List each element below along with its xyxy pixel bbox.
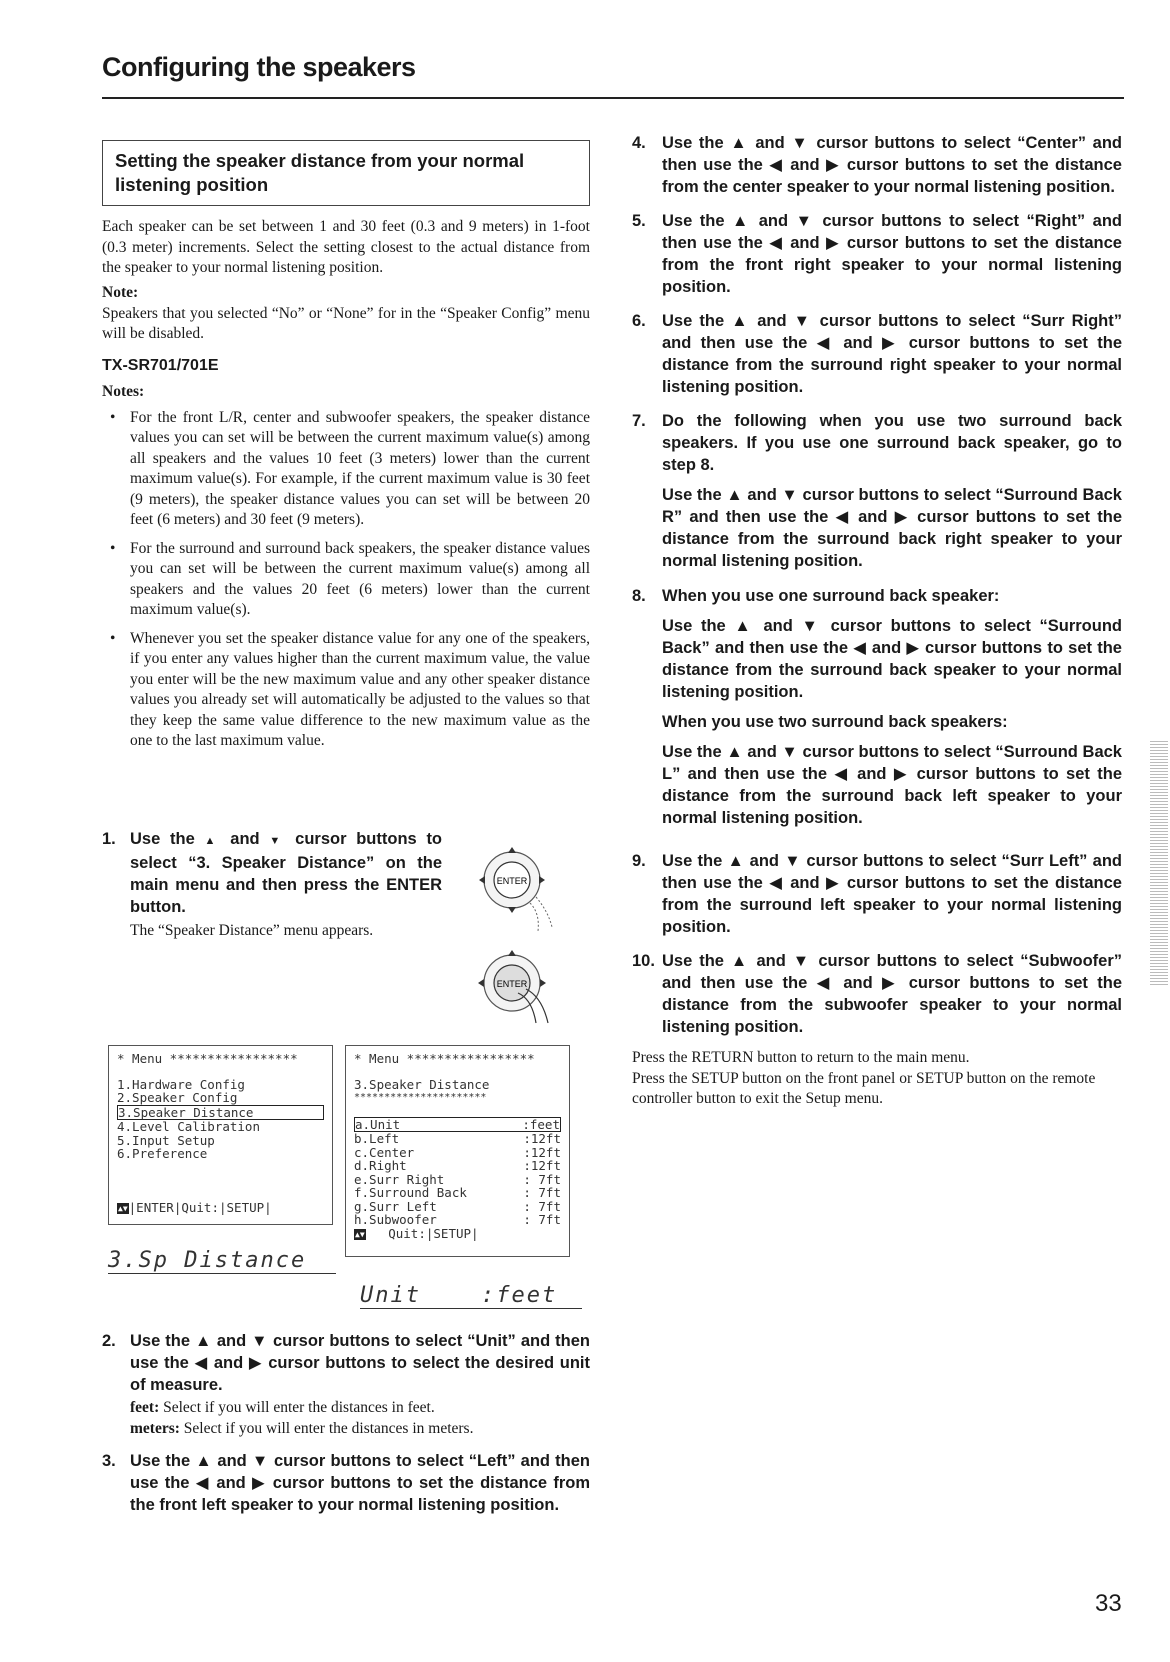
notes-list — [102, 408, 590, 752]
menu-item-1: 1.Hardware Config — [117, 1076, 245, 1092]
step-8 — [632, 585, 1122, 829]
menu-title: 3.Speaker Distance — [354, 1076, 490, 1092]
distance-row-surr-left: g.Surr Left : 7ft — [354, 1198, 561, 1214]
step-4 — [632, 132, 1122, 198]
menu-footer: ▲▼|ENTER|Quit:|SETUP| — [118, 1199, 272, 1215]
step-7-sub: Use the ▲ and ▼ cursor buttons to select “Surround Back R” and then use the ◀ and ▶ cursor buttons to set the distance from the surround back right speaker to your normal listening position. — [662, 486, 1122, 570]
model-heading: TX-SR701/701E — [102, 356, 219, 374]
step-text: Do the following when you use two surround back speakers. If you use one surround back speaker, go to step 8. — [662, 412, 1122, 474]
step-number: 4. — [632, 134, 646, 152]
menu-item-5: 5.Input Setup — [117, 1132, 215, 1148]
step-text: Use the ▲ and ▼ cursor buttons to select “Subwoofer” and then use the ◀ and ▶ cursor buttons to set the distance from the subwoofer speaker to your normal listening position. — [662, 952, 1122, 1036]
step-3 — [102, 1450, 590, 1516]
lcd-display-distance: Unit :feet — [360, 1283, 582, 1309]
menu-title-stars: ********************** — [354, 1092, 487, 1103]
menu-item-4: 4.Level Calibration — [117, 1119, 260, 1134]
step-7 — [632, 410, 1122, 572]
arrow-down-icon: ▼ — [269, 835, 286, 847]
menu-item-2: 2.Speaker Config — [117, 1090, 238, 1105]
dial-enter-label: ENTER — [496, 979, 528, 989]
step-text: Use the ▲ and ▼ cursor buttons to select “Unit” and then use the ◀ and ▶ cursor buttons to select the desired unit of measure. — [130, 1332, 590, 1394]
notes-label: Notes: — [102, 382, 145, 400]
lcd-display-main: 3.Sp Distance — [108, 1248, 336, 1274]
note-paragraph: Speakers that you selected “No” or “None” for in the “Speaker Config” menu will be disabled. — [102, 304, 590, 342]
step-text: Use the ▲ and ▼ cursor buttons to select “3. Speaker Distance” on the main menu and then press the ENTER button. — [130, 830, 443, 916]
meters-option: meters: Select if you will enter the distances in meters. — [130, 1419, 474, 1437]
step-number: 9. — [632, 852, 646, 870]
step-1 — [102, 828, 442, 918]
step-2-options — [130, 1398, 473, 1439]
list-item: • Whenever you set the speaker distance value for any one of the speakers, if you enter any values higher than the current maximum value, the value you enter will be the new maximum value and any other speaker distance values you already set will automatically be adjusted to the values so that they keep the same value difference to the new maximum value as the one to the last maximum value. — [102, 629, 590, 752]
distance-row-center: c.Center :12ft — [354, 1144, 561, 1160]
step-8-head2: When you use two surround back speakers: — [662, 713, 1008, 731]
step-text: Use the ▲ and ▼ cursor buttons to select “Center” and then use the ◀ and ▶ cursor buttons to set the distance from the center speaker to your normal listening position. — [662, 134, 1122, 196]
step-number: 3. — [102, 1452, 116, 1470]
step-8-sub2: Use the ▲ and ▼ cursor buttons to select “Surround Back L” and then use the ◀ and ▶ cursor buttons to set the distance from the surround back left speaker to your normal listening position. — [662, 743, 1122, 827]
distance-row-subwoofer: h.Subwoofer : 7ft — [354, 1212, 561, 1227]
updown-icon: ▲▼ — [355, 1229, 365, 1239]
step-text: Use the ▲ and ▼ cursor buttons to select “Surr Right” and then use the ◀ and ▶ cursor buttons to set the distance from the surround right speaker to your normal listening position. — [662, 312, 1122, 396]
dial-enter-label: ENTER — [496, 876, 528, 886]
section-heading: Setting the speaker distance from your normal listening position — [115, 150, 525, 195]
step-number: 1. — [102, 830, 116, 848]
feet-option: feet: Select if you will enter the distances in feet. — [130, 1399, 435, 1416]
list-item: • For the surround and surround back speakers, the speaker distance values you can set will be between the current maximum value(s) among all speakers and the values 20 feet (6 meters) lower than the current maximum value(s). — [102, 539, 590, 621]
finger-sketch — [530, 897, 552, 931]
step-number: 7. — [632, 412, 646, 430]
page-title: Configuring the speakers — [102, 52, 416, 82]
step-8-sub1: Use the ▲ and ▼ cursor buttons to select “Surround Back” and then use the ◀ and ▶ cursor buttons to set the distance from the surround back speaker to your normal listening position. — [662, 617, 1122, 701]
intro-paragraph: Each speaker can be set between 1 and 30 feet (0.3 and 9 meters) in 1-foot (0.3 meter) increments. Select the setting closest to the actual distance from the speaker to your normal listening position. — [102, 218, 590, 276]
step-text: Use the ▲ and ▼ cursor buttons to select “Surr Left” and then use the ◀ and ▶ cursor buttons to set the distance from the surround left speaker to your normal listening position. — [662, 852, 1122, 936]
closing-text — [632, 1048, 1122, 1110]
step-number: 2. — [102, 1332, 116, 1350]
menu-header: * Menu ***************** — [354, 1051, 535, 1066]
closing-line-2: Press the SETUP button on the front panel or SETUP button on the remote controller button to exit the Setup menu. — [632, 1069, 1096, 1107]
distance-rows — [354, 1117, 561, 1227]
step-number: 6. — [632, 312, 646, 330]
note-label: Note: — [102, 283, 139, 301]
title-rule — [102, 97, 1124, 99]
step-2 — [102, 1330, 590, 1396]
step-number: 8. — [632, 587, 646, 605]
section-heading-box — [102, 140, 590, 206]
arrow-up-icon: ▲ — [204, 835, 221, 847]
step-text: Use the ▲ and ▼ cursor buttons to select “Left” and then use the ◀ and ▶ cursor buttons to set the distance from the front left speaker to your normal listening position. — [130, 1452, 590, 1514]
step-number: 10. — [632, 952, 655, 970]
step-10 — [632, 950, 1122, 1038]
menu-item-3-selected: 3.Speaker Distance — [117, 1105, 324, 1121]
page-number: 33 — [1095, 1590, 1122, 1617]
menu-footer: ▲▼ Quit:|SETUP| — [355, 1225, 479, 1241]
side-tab-marker — [1150, 740, 1168, 985]
step-1-sub: The “Speaker Distance” menu appears. — [130, 922, 374, 939]
distance-row-right: d.Right :12ft — [354, 1158, 561, 1173]
distance-row-left: b.Left :12ft — [354, 1131, 561, 1146]
distance-row-surr-right: e.Surr Right : 7ft — [354, 1171, 561, 1187]
distance-row-surround-back: f.Surround Back : 7ft — [354, 1185, 561, 1200]
main-menu-screen — [108, 1045, 333, 1225]
distance-menu-screen — [345, 1045, 570, 1257]
step-text: Use the ▲ and ▼ cursor buttons to select “Right” and then use the ◀ and ▶ cursor buttons to set the distance from the front right speaker to your normal listening position. — [662, 212, 1122, 296]
list-item: • For the front L/R, center and subwoofer speakers, the speaker distance values you can set will be between the current maximum value(s) among all speakers and the values 10 feet (3 meters) lower than the current maximum value(s). For example, if the current maximum value is 30 feet (9 meters), the speaker distance values you can set will be between 20 feet (6 meters) and 30 feet (9 meters). — [102, 408, 590, 531]
step-9 — [632, 850, 1122, 938]
enter-dial-illustration-bottom — [470, 945, 580, 1030]
step-5 — [632, 210, 1122, 298]
step-number: 5. — [632, 212, 646, 230]
closing-line-1: Press the RETURN button to return to the main menu. — [632, 1049, 970, 1066]
step-text: When you use one surround back speaker: — [662, 587, 1000, 605]
updown-icon: ▲▼ — [118, 1203, 128, 1213]
left-column-text — [102, 217, 590, 760]
menu-item-6: 6.Preference — [117, 1146, 208, 1161]
distance-row-unit: a.Unit :feet — [355, 1116, 560, 1132]
step-6 — [632, 310, 1122, 398]
menu-header: * Menu ***************** — [117, 1051, 298, 1066]
enter-dial-illustration-top — [470, 835, 580, 935]
